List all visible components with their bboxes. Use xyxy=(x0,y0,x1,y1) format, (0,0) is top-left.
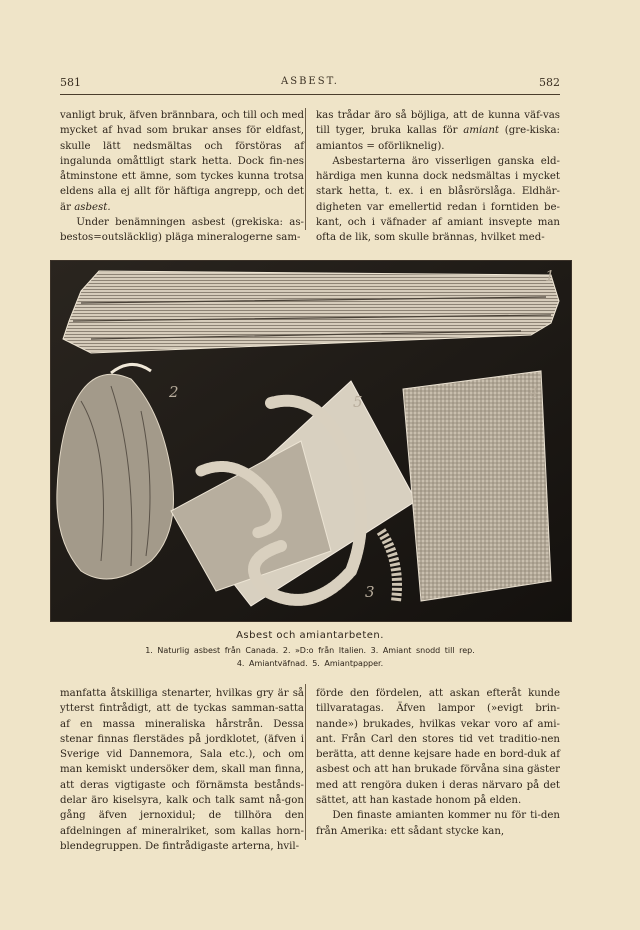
figure-label: 4 xyxy=(529,383,539,401)
figure-label: 3 xyxy=(365,583,375,601)
paragraph: manfatta åtskilliga stenarter, hvilkas gry är så ytterst fintrådigt, att de tyckas samman-satta af en massa mineraliska hårstrån. Dessa stenar finnas flerstädes på jordklotet, (äfven i Sverige vid Dannemora, Sala etc.), och om man kemiskt undersöker dem, skall man finna, att deras vigtigaste och förnämsta bestånds-delar äro kiselsyra, kalk och talk samt nå-gon gång äfven jernoxidul; de tillhöra den afdelningen af mineralriket, som kallas horn-blendegruppen. De fintrådigaste arterna, hvil- xyxy=(60,688,304,852)
paragraph: kas trådar äro så böjliga, att de kunna väf-vas till tyger, bruka kallas för amiant (gre-kiska: amiantos = oförliknelig). xyxy=(316,110,560,152)
header-rule xyxy=(60,94,560,95)
running-header xyxy=(60,76,560,94)
figure-label: 1 xyxy=(545,267,555,285)
column-top-right xyxy=(316,108,560,246)
figure-caption-line: 1. Naturlig asbest från Canada. 2. »D:o från Italien. 3. Amiant snodd till rep. xyxy=(145,646,475,655)
column-divider xyxy=(305,684,306,840)
figure-label: 5 xyxy=(353,393,363,411)
page-number-left: 581 xyxy=(60,76,81,89)
column-bottom-right xyxy=(316,686,560,839)
column-divider xyxy=(305,108,306,230)
engraving-svg xyxy=(51,261,571,621)
column-top-left xyxy=(60,108,304,246)
paragraph: vanligt bruk, äfven brännbara, och till och med mycket af hvad som brukar anses för eldfast, skulle lätt nedsmältas och förstöras af ingalunda omåttligt stark hetta. Dock fin-nes åtminstone ett ämne, som tyckes kunna trotsa eldens alla ej allt för häftiga angrepp, och det är asbest. xyxy=(60,110,304,213)
paragraph: Den finaste amianten kommer nu för ti-den från Amerika: ett sådant stycke kan, xyxy=(316,810,560,837)
figure-label: 2 xyxy=(169,383,179,401)
paragraph: Under benämningen asbest (grekiska: as-bestos=outsläcklig) pläga mineralogerne sam- xyxy=(60,217,304,244)
paragraph: förde den fördelen, att askan efteråt kunde tillvaratagas. Äfven lampor (»evigt brin-nande») brukades, hvilkas vekar voro af ami-ant. Från Carl den stores tid vet traditio-nen berätta, att denne kejsare hade en bord-duk af asbest och att han brukade förvåna sina gäster med att rengöra duken i deras närvaro på det sättet, att han kastade honom på elden. xyxy=(316,688,560,807)
running-title: ASBEST. xyxy=(281,76,339,87)
figure-caption-line: 4. Amiantväfnad. 5. Amiantpapper. xyxy=(236,659,384,668)
figure-caption-title: Asbest och amiantarbeten. xyxy=(236,630,384,641)
page-number-right: 582 xyxy=(539,76,560,89)
paragraph: Asbestarterna äro visserligen ganska eld-härdiga men kunna dock nedsmältas i mycket stark hetta, t. ex. i en blåsrörslåga. Eldhär-digheten var emellertid redan i forntiden be-kant, och i väfnader af amiant insvepte man ofta de lik, som skulle brännas, hvilket med- xyxy=(316,155,560,244)
column-bottom-left xyxy=(60,686,304,854)
amiant-cloth xyxy=(403,371,551,601)
asbestos-illustration xyxy=(50,260,572,622)
